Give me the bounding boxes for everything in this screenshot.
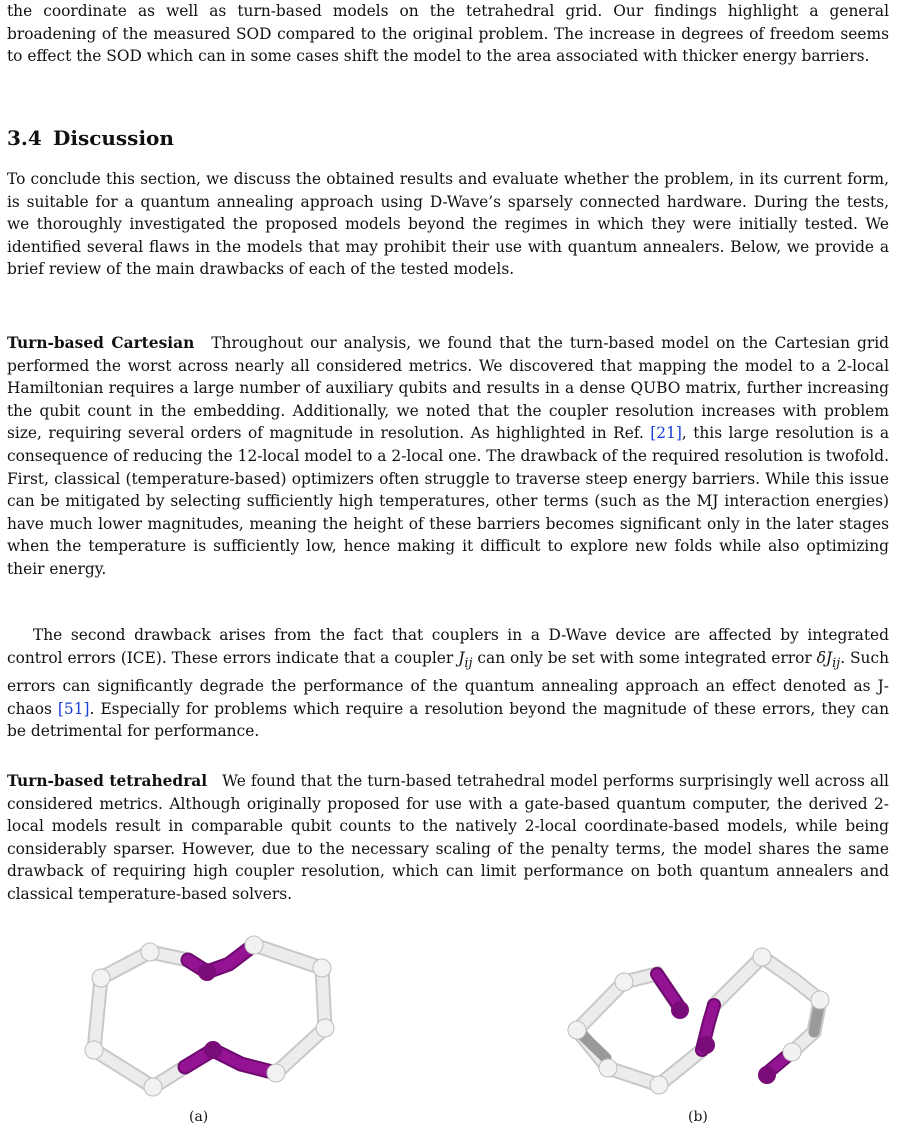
paragraph-turn-based-cartesian: Turn-based Cartesian Throughout our analysis, we found that the turn-based model on the Cartesian grid performed the worst across nearly all considered metrics. We discovered that mapping the model to a 2-local Hamiltonian requires a large number of auxiliary qubits and results in a dense QUBO matrix, further increasing the qubit count in the embedding. Additionally, we noted that the coupler resolution increases with problem size, requiring several orders of magnitude in resolution. As highlighted in Ref. [21], this large resolution is a consequence of reducing the 12-local model to a 2-local one. The drawback of the required resolution is twofold. First, classical (temperature-based) optimizers often struggle to traverse steep energy barriers. While this issue can be mitigated by selecting sufficiently high temperatures, other terms (such as the MJ interaction energies) have much lower magnitudes, meaning the height of these barriers becomes significant only in the later stages when the temperature is sufficiently low, hence making it difficult to explore new folds while also optimizing their energy. [7,334,889,578]
paragraph-turn-based-tetrahedral: Turn-based tetrahedral We found that the turn-based tetrahedral model performs surprisingly well across all considered metrics. Although originally proposed for use with a gate-based quantum computer, the derived 2-local models result in comparable qubit counts to the natively 2-local coordinate-based models, while being considerably sparser. However, due to the necessary scaling of the penalty terms, the model shares the same drawback of requiring high coupler resolution, which can limit performance on both quantum annealers and classical temperature-based solvers. [7,772,889,903]
paragraph-heading: Turn-based tetrahedral [7,772,208,790]
paragraph-intro: To conclude this section, we discuss the obtained results and evaluate whether the problem, in its current form, is suitable for a quantum annealing approach using D-Wave’s sparsely connected hardware. During the tests, we thoroughly investigated the proposed models beyond the regimes in which they were initially tested. We identified several flaws in the models that may prohibit their use with quantum annealers. Below, we provide a brief review of the main drawbacks of each of the tested models. [7,170,889,279]
citation-link[interactable]: [21] [650,424,682,443]
section-title: Discussion [53,126,174,150]
math-delta-jij: $\delta J_{ij}$ [816,648,841,671]
math-jij: $J_{ij}$ [458,648,473,671]
section-number: 3.4 [7,126,42,150]
citation-link[interactable]: [51] [57,699,90,718]
paragraph-continuation: the coordinate as well as turn-based models on the tetrahedral grid. Our findings highlight a general broadening of the measured SOD compared to the original problem. The increase in degrees of freedom seems to effect the SOD which can in some cases shift the model to the area associated with thicker energy barriers. [7,2,889,66]
figure-b-caption: (b) [688,1109,708,1125]
paragraph-heading: Turn-based Cartesian [7,334,195,352]
figure-a-molecule [69,930,369,1105]
figure-row [7,930,889,1130]
section-heading [7,124,174,152]
figure-b-molecule [562,930,862,1105]
figure-a-caption: (a) [189,1109,209,1125]
paragraph-second-drawback: The second drawback arises from the fact that couplers in a D-Wave device are affected by integrated control errors (ICE). These errors indicate that a coupler $J_{ij}$ can only be set with some integrated error $\delta J_{ij}$. Such errors can significantly degrade the performance of the quantum annealing approach an effect denoted as J-chaos [51]. Especially for problems which require a resolution beyond the magnitude of these errors, they can be detrimental for performance. [7,626,889,741]
